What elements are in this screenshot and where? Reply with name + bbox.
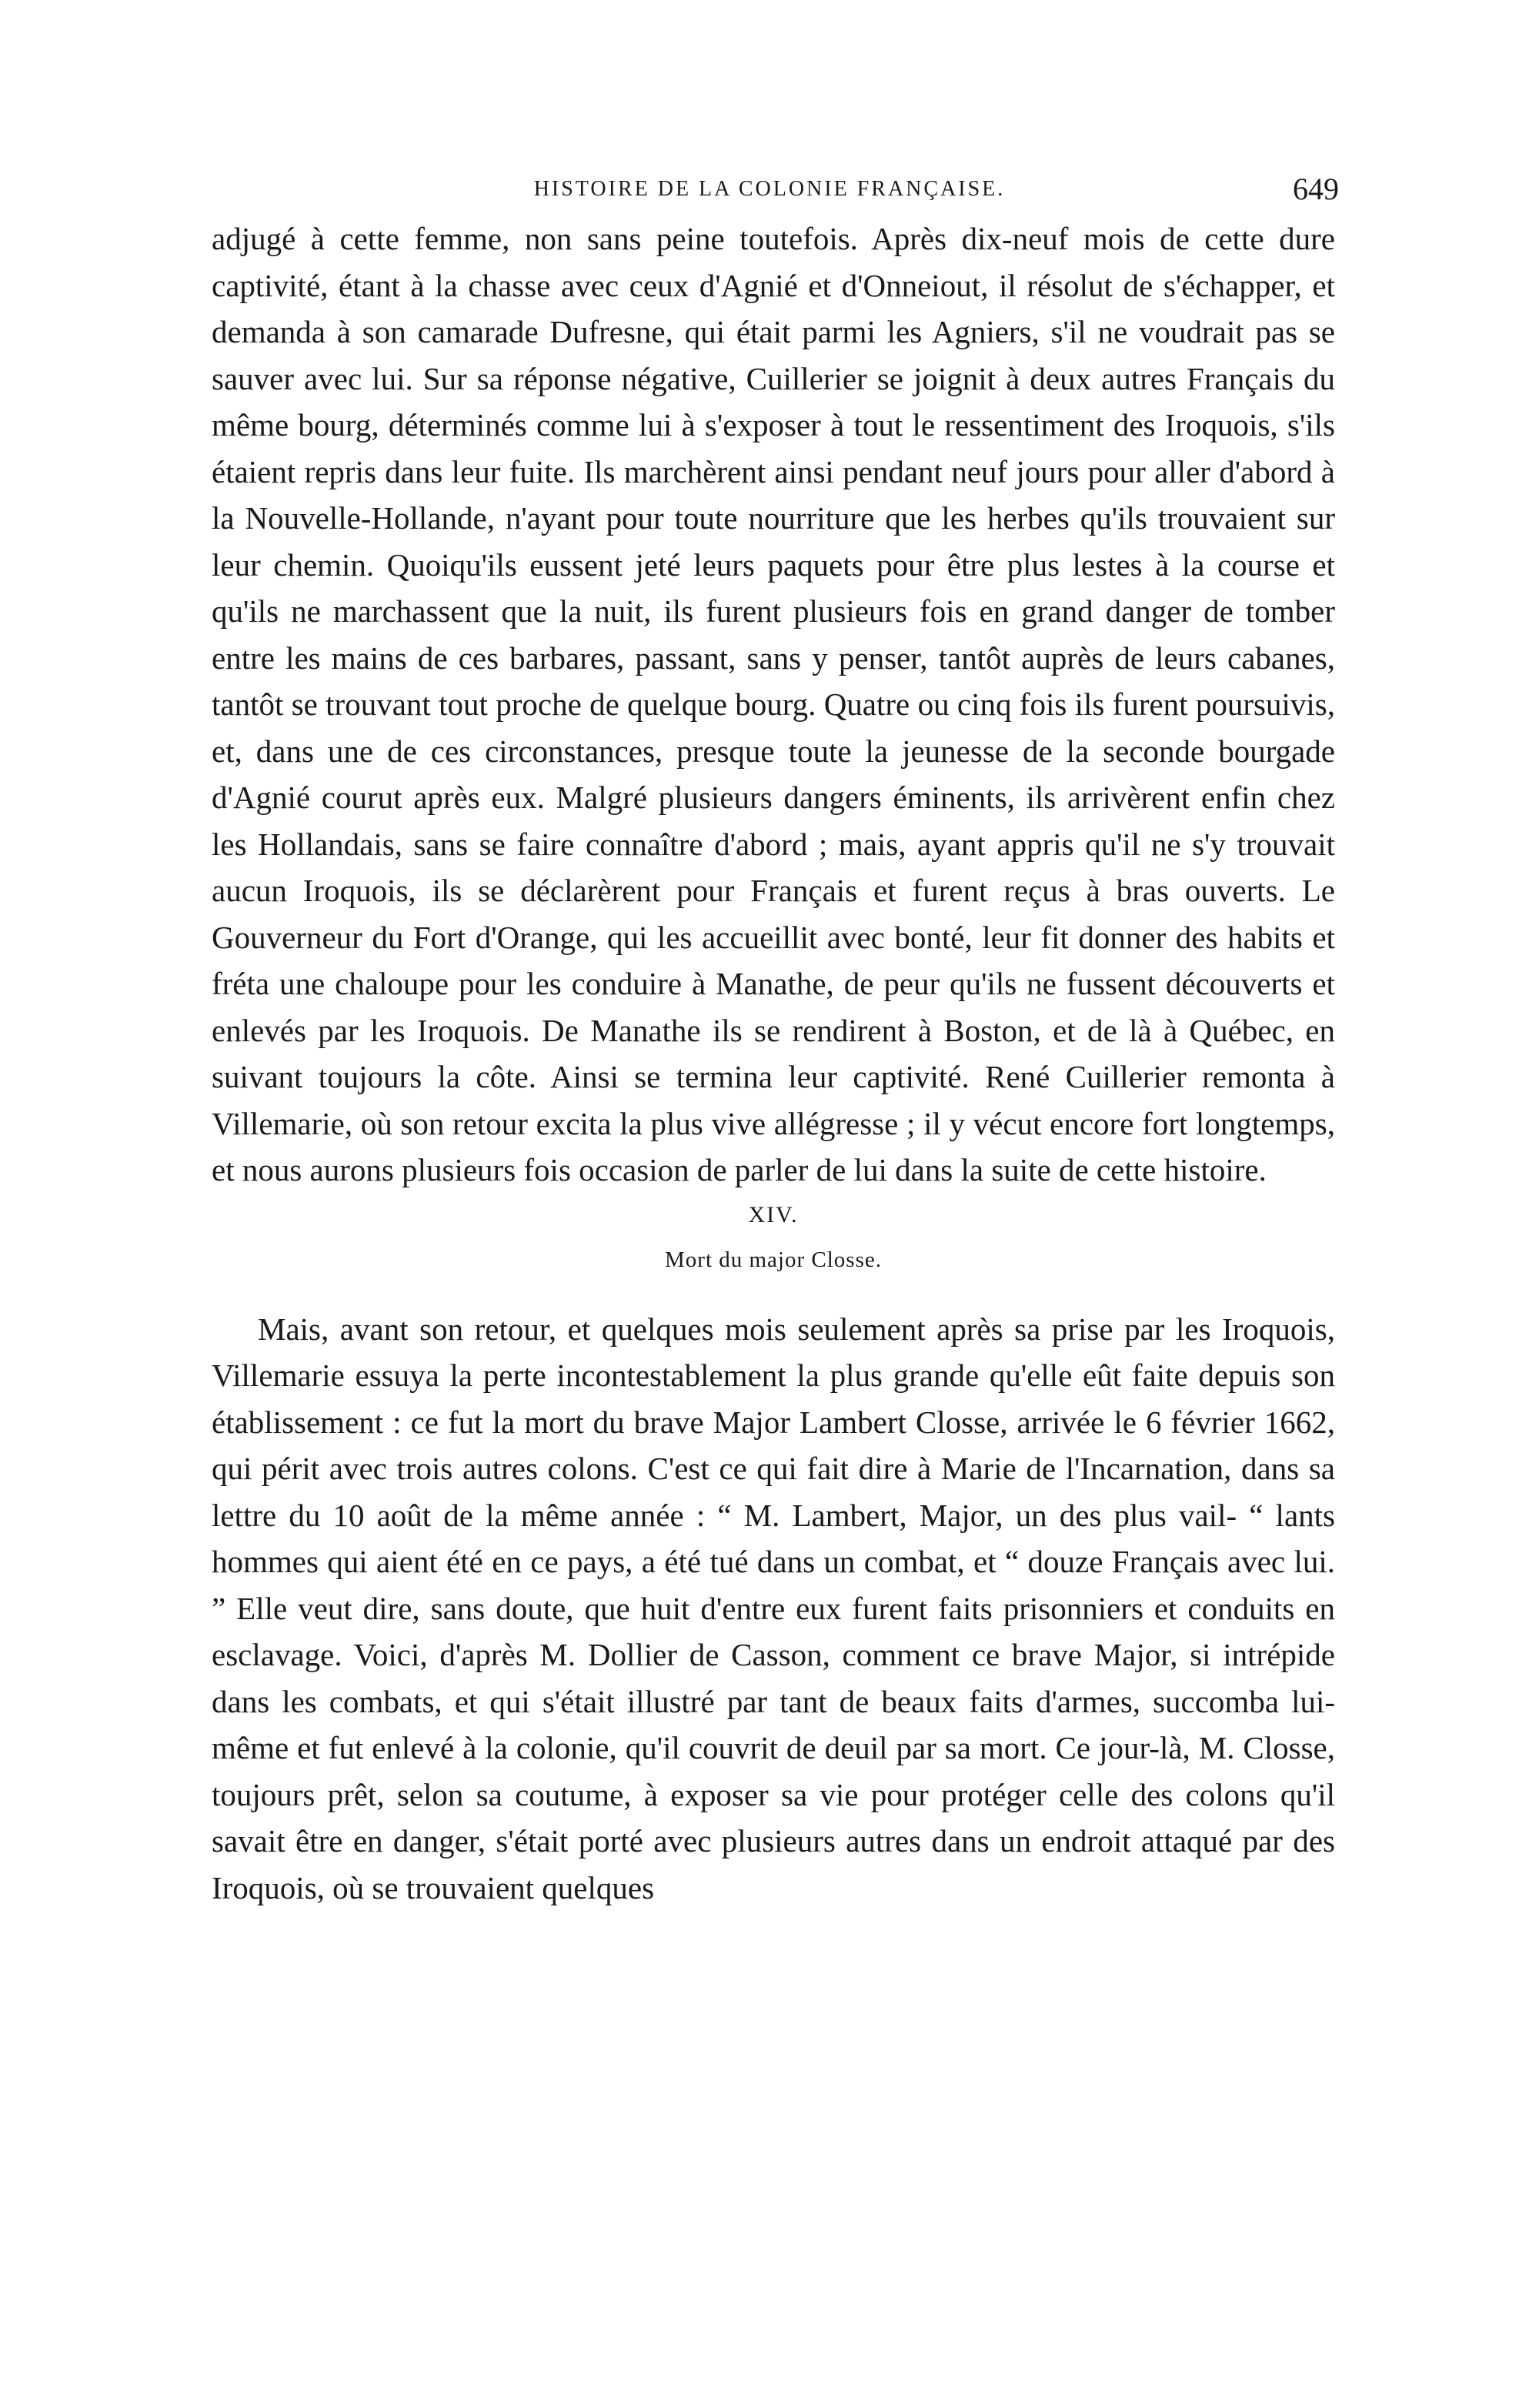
section-number: XIV. — [748, 1201, 799, 1227]
page-header — [200, 171, 1339, 209]
running-title: HISTOIRE DE LA COLONIE FRANÇAISE. — [533, 177, 1006, 201]
body-text — [212, 215, 1335, 1911]
section-title: Mort du major Closse. — [665, 1247, 882, 1272]
paragraph-1: adjugé à cette femme, non sans peine toutefois. Après dix-neuf mois de cette dure captivité, étant à la chasse avec ceux d'Agnié et d'Onneiout, il résolut de s'échapper, et demanda à son camarade Dufresne, qui était parmi les Agniers, s'il ne voudrait pas se sauver avec lui. Sur sa réponse négative, Cuillerier se joignit à deux autres Français du même bourg, déterminés comme lui à s'exposer à tout le ressentiment des Iroquois, s'ils étaient repris dans leur fuite. Ils marchèrent ainsi pendant neuf jours pour aller d'abord à la Nouvelle-Hollande, n'ayant pour toute nourriture que les herbes qu'ils trouvaient sur leur chemin. Quoiqu'ils eussent jeté leurs paquets pour être plus lestes à la course et qu'ils ne marchassent que la nuit, ils furent plusieurs fois en grand danger de tomber entre les mains de ces barbares, passant, sans y penser, tantôt auprès de leurs cabanes, tantôt se trouvant tout proche de quelque bourg. Quatre ou cinq fois ils furent poursuivis, et, dans une de ces circonstances, presque toute la jeunesse de la seconde bourgade d'Agnié courut après eux. Malgré plusieurs dangers éminents, ils arrivèrent enfin chez les Hollandais, sans se faire connaître d'abord ; mais, ayant appris qu'il ne s'y trouvait aucun Iroquois, ils se déclarèrent pour Français et furent reçus à bras ouverts. Le Gouverneur du Fort d'Orange, qui les accueillit avec bonté, leur fit donner des habits et fréta une chaloupe pour les conduire à Manathe, de peur qu'ils ne fussent découverts et enlevés par les Iroquois. De Manathe ils se rendirent à Boston, et de là à Québec, en suivant toujours la côte. Ainsi se termina leur captivité. René Cuillerier remonta à Villemarie, où son retour excita la plus vive allégresse ; il y vécut encore fort longtemps, et nous aurons plusieurs fois occasion de parler de lui dans la suite de cette histoire. — [212, 221, 1335, 1187]
page-number: 649 — [1293, 172, 1339, 206]
paragraph-2: Mais, avant son retour, et quelques mois seulement après sa prise par les Iroquois, Villemarie essuya la perte incontestablement la plus grande qu'elle eût faite depuis son établissement : ce fut la mort du brave Major Lambert Closse, arrivée le 6 février 1662, qui périt avec trois autres colons. C'est ce qui fait dire à Marie de l'Incarnation, dans sa lettre du 10 août de la même année : “ M. Lambert, Major, un des plus vail- “ lants hommes qui aient été en ce pays, a été tué dans un combat, et “ douze Français avec lui. ” Elle veut dire, sans doute, que huit d'entre eux furent faits prisonniers et conduits en esclavage. Voici, d'après M. Dollier de Casson, comment ce brave Major, si intrépide dans les combats, et qui s'était illustré par tant de beaux faits d'armes, succomba lui-même et fut enlevé à la colonie, qu'il couvrit de deuil par sa mort. Ce jour-là, M. Closse, toujours prêt, selon sa coutume, à exposer sa vie pour protéger celle des colons qu'il savait être en danger, s'était porté avec plusieurs autres dans un endroit attaqué par des Iroquois, où se trouvaient quelques — [212, 1311, 1335, 1905]
